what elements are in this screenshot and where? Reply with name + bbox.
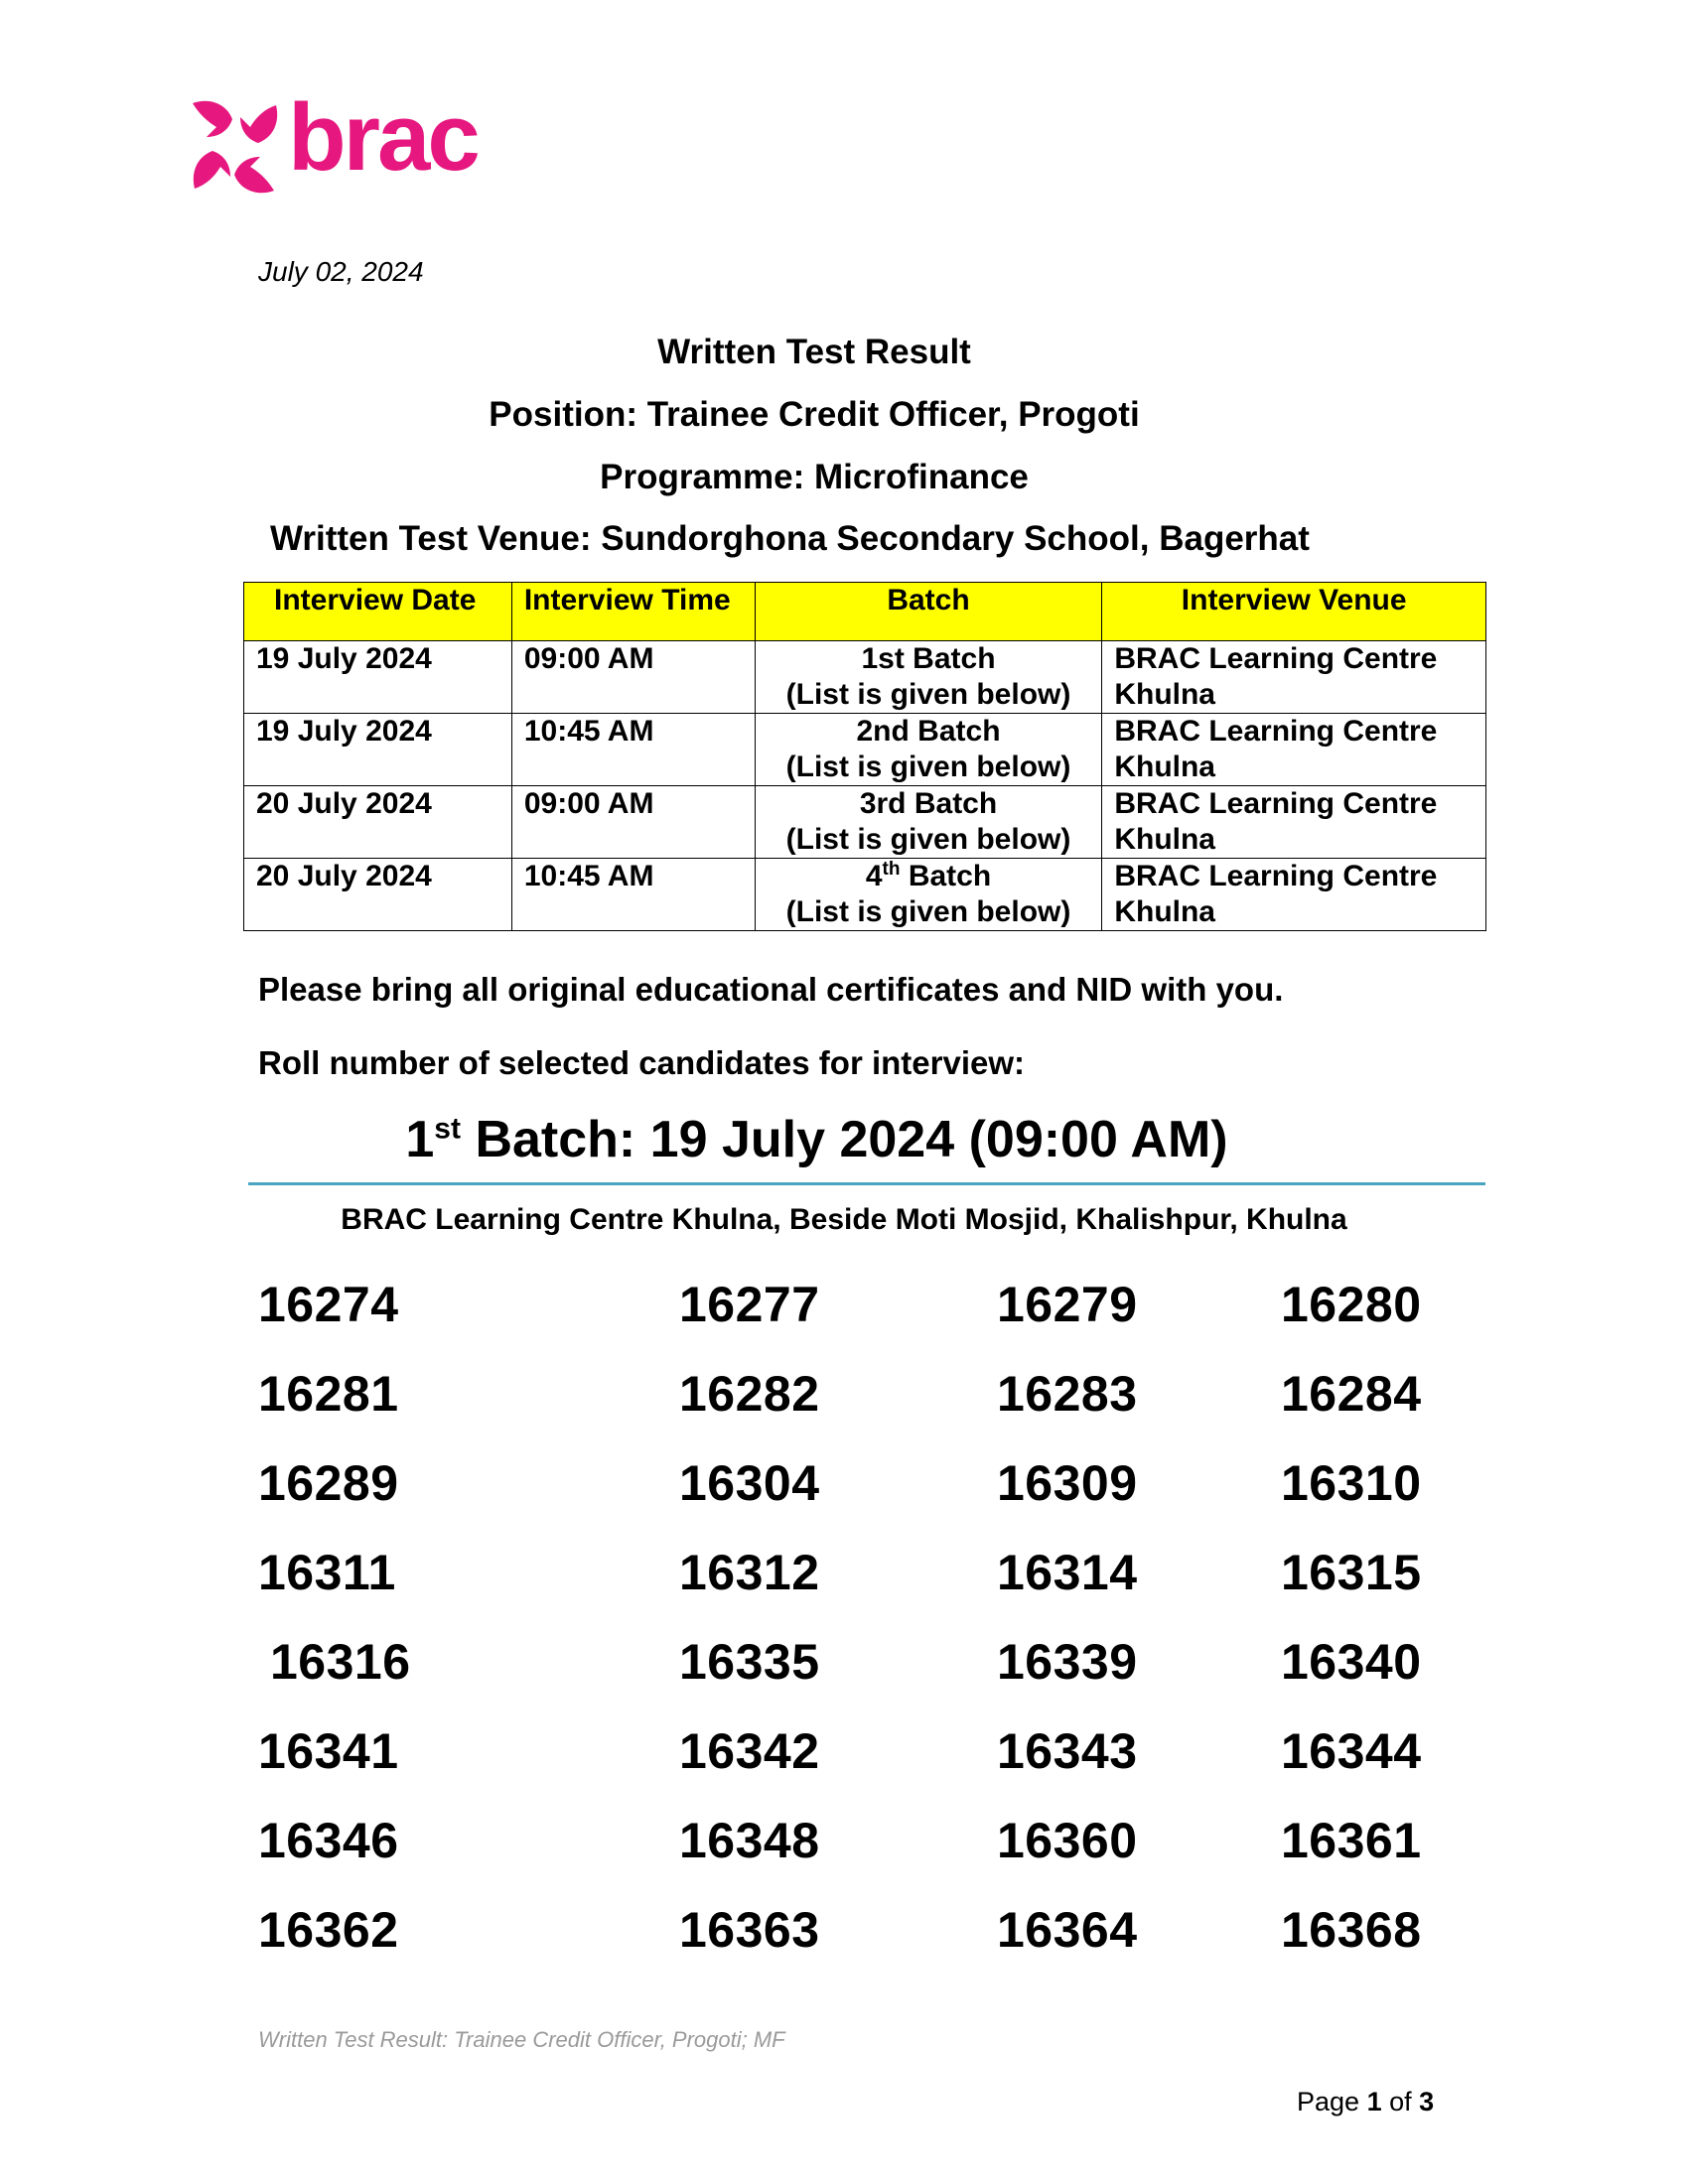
roll-number: 16289 (258, 1455, 399, 1511)
column-header-interview-date: Interview Date (244, 583, 512, 641)
cell-interview-date (244, 859, 512, 931)
roll-number: 16360 (997, 1813, 1138, 1868)
document-title: Written Test Result (657, 333, 971, 371)
roll-number: 16279 (997, 1277, 1138, 1332)
batch-note: (List is given below) (785, 678, 1071, 711)
interview-location: BRAC Learning Centre Khulna, Beside Moti Mosjid, Khalishpur, Khulna (341, 1203, 1347, 1236)
cell-interview-time (511, 641, 755, 714)
time-text: 09:00 AM (523, 787, 654, 820)
roll-number: 16315 (1281, 1545, 1422, 1600)
batch-heading-text: Batch: 19 July 2024 (09:00 AM) (475, 1111, 1228, 1168)
batch-heading-number: 1 (405, 1111, 435, 1168)
batch-note: (List is given below) (785, 895, 1071, 928)
batch-word: Batch (914, 787, 998, 820)
batch-number: 1st (861, 642, 905, 675)
roll-number: 16340 (1281, 1634, 1422, 1690)
page-total: 3 (1419, 2087, 1435, 2116)
roll-number: 16362 (258, 1902, 399, 1958)
batch-heading-suffix: st (434, 1112, 461, 1146)
cell-interview-date (244, 714, 512, 786)
column-header-interview-time: Interview Time (511, 583, 755, 641)
position-line: Position: Trainee Credit Officer, Progoti (489, 395, 1140, 434)
brac-logo (189, 84, 487, 202)
cell-interview-date (244, 641, 512, 714)
cell-batch (755, 859, 1102, 931)
roll-number: 16304 (679, 1455, 820, 1511)
time-text: 10:45 AM (523, 860, 654, 892)
roll-number-row (258, 1365, 1499, 1454)
document-date: July 02, 2024 (258, 256, 424, 287)
roll-number: 16284 (1281, 1366, 1422, 1422)
cell-interview-venue (1102, 714, 1486, 786)
batch-suffix: th (882, 859, 901, 880)
roll-number: 16348 (679, 1813, 820, 1868)
batch-note: (List is given below) (785, 751, 1071, 783)
roll-number: 16344 (1281, 1723, 1422, 1779)
cell-interview-venue (1102, 641, 1486, 714)
roll-number: 16316 (270, 1634, 411, 1690)
roll-number: 16280 (1281, 1277, 1422, 1332)
roll-number: 16281 (258, 1366, 399, 1422)
roll-number-row (258, 1722, 1499, 1812)
batch-word: Batch (913, 642, 996, 675)
batch-number: 3rd (859, 787, 907, 820)
cell-interview-time (511, 859, 755, 931)
interview-schedule-table (243, 582, 1486, 931)
roll-number: 16361 (1281, 1813, 1422, 1868)
table-header-row (244, 583, 1486, 641)
roll-number-row (258, 1454, 1499, 1544)
roll-number: 16343 (997, 1723, 1138, 1779)
roll-number: 16335 (679, 1634, 820, 1690)
venue-line-2: Khulna (1114, 895, 1215, 928)
venue-line-1: BRAC Learning Centre (1114, 787, 1438, 820)
table-row (244, 641, 1486, 714)
roll-number: 16363 (679, 1902, 820, 1958)
page-of: of (1389, 2087, 1412, 2116)
batch-number: 2nd (856, 715, 910, 748)
roll-number-row (258, 1812, 1499, 1901)
table-row (244, 714, 1486, 786)
roll-number-heading: Roll number of selected candidates for interview: (258, 1044, 1026, 1081)
written-test-venue-line: Written Test Venue: Sundorghona Secondary School, Bagerhat (270, 519, 1310, 558)
time-text: 10:45 AM (523, 715, 654, 748)
footer-note: Written Test Result: Trainee Credit Officer, Progoti; MF (258, 2027, 785, 2052)
brac-logo-text: brac (288, 84, 478, 191)
notice-text: Please bring all original educational certificates and NID with you. (258, 971, 1284, 1008)
roll-number: 16339 (997, 1634, 1138, 1690)
venue-line-1: BRAC Learning Centre (1114, 860, 1438, 892)
roll-number: 16277 (679, 1277, 820, 1332)
roll-number-grid (258, 1276, 1499, 1990)
roll-number: 16283 (997, 1366, 1138, 1422)
column-header-batch: Batch (755, 583, 1102, 641)
roll-number-row (258, 1901, 1499, 1990)
roll-number: 16314 (997, 1545, 1138, 1600)
date-text: 19 July 2024 (256, 715, 432, 748)
date-text: 20 July 2024 (256, 787, 432, 820)
column-header-interview-venue: Interview Venue (1102, 583, 1486, 641)
table-row (244, 786, 1486, 859)
batch-heading (248, 1110, 1385, 1169)
programme-line: Programme: Microfinance (600, 458, 1029, 496)
roll-number-row (258, 1633, 1499, 1722)
cell-batch (755, 786, 1102, 859)
brac-logo-icon (189, 97, 280, 197)
table-row (244, 859, 1486, 931)
venue-line-1: BRAC Learning Centre (1114, 715, 1438, 748)
roll-number: 16311 (258, 1545, 396, 1600)
page-number (1297, 2087, 1434, 2117)
roll-number: 16274 (258, 1277, 399, 1332)
roll-number: 16282 (679, 1366, 820, 1422)
roll-number: 16346 (258, 1813, 399, 1868)
cell-interview-date (244, 786, 512, 859)
roll-number: 16364 (997, 1902, 1138, 1958)
date-text: 20 July 2024 (256, 860, 432, 892)
roll-number: 16312 (679, 1545, 820, 1600)
batch-word: Batch (908, 860, 992, 892)
roll-number: 16310 (1281, 1455, 1422, 1511)
roll-number: 16342 (679, 1723, 820, 1779)
cell-interview-venue (1102, 859, 1486, 931)
cell-batch (755, 641, 1102, 714)
cell-batch (755, 714, 1102, 786)
roll-number-row (258, 1276, 1499, 1365)
venue-line-1: BRAC Learning Centre (1114, 642, 1438, 675)
batch-heading-rule (248, 1182, 1485, 1185)
time-text: 09:00 AM (523, 642, 654, 675)
cell-interview-time (511, 786, 755, 859)
batch-number: 4 (865, 860, 883, 892)
cell-interview-venue (1102, 786, 1486, 859)
date-text: 19 July 2024 (256, 642, 432, 675)
roll-number-row (258, 1544, 1499, 1633)
batch-note: (List is given below) (785, 823, 1071, 856)
cell-interview-time (511, 714, 755, 786)
page-current: 1 (1366, 2087, 1382, 2116)
batch-word: Batch (917, 715, 1001, 748)
venue-line-2: Khulna (1114, 751, 1215, 783)
roll-number: 16341 (258, 1723, 399, 1779)
page-prefix: Page (1297, 2087, 1360, 2116)
roll-number: 16368 (1281, 1902, 1422, 1958)
venue-line-2: Khulna (1114, 678, 1215, 711)
venue-line-2: Khulna (1114, 823, 1215, 856)
roll-number: 16309 (997, 1455, 1138, 1511)
